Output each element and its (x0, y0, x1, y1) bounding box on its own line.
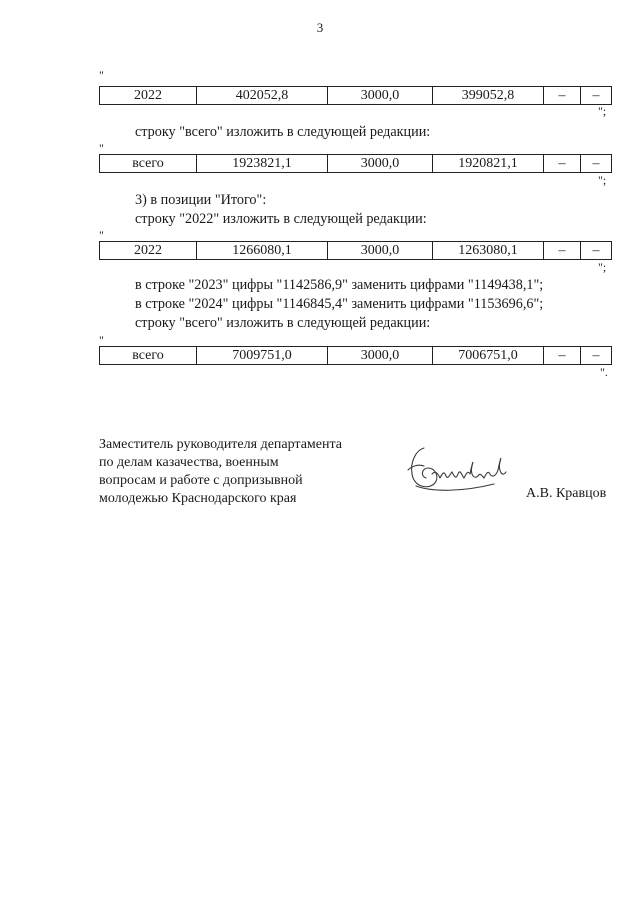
cell-year: 2022 (100, 87, 197, 105)
open-quote: " (99, 141, 104, 155)
cell-total: 1266080,1 (197, 242, 328, 260)
cell-label: всего (100, 347, 197, 365)
cell-amount-2: 1263080,1 (433, 242, 544, 260)
table-row-2022-first (99, 86, 612, 105)
paragraph: 3) в позиции "Итого": (135, 192, 267, 208)
paragraph: строку "2022" изложить в следующей редакции: (135, 211, 427, 227)
close-quote: "; (598, 104, 607, 118)
open-quote: " (99, 228, 104, 242)
cell-dash: – (581, 347, 612, 365)
cell-dash: – (544, 87, 581, 105)
table-row-2022-second (99, 241, 612, 260)
cell-total: 7009751,0 (197, 347, 328, 365)
cell-year: 2022 (100, 242, 197, 260)
paragraph: строку "всего" изложить в следующей редакции: (135, 315, 431, 331)
cell-total: 402052,8 (197, 87, 328, 105)
cell-dash: – (544, 242, 581, 260)
cell-label: всего (100, 155, 197, 173)
close-quote: "; (598, 260, 607, 274)
page-number: 3 (316, 20, 324, 35)
cell-amount-2: 7006751,0 (433, 347, 544, 365)
cell-amount: 3000,0 (328, 155, 433, 173)
open-quote: " (99, 333, 104, 347)
open-quote: " (99, 68, 104, 82)
signatory-name: А.В. Кравцов (526, 486, 607, 501)
cell-amount: 3000,0 (328, 242, 433, 260)
cell-amount-2: 399052,8 (433, 87, 544, 105)
cell-dash: – (544, 155, 581, 173)
cell-dash: – (544, 347, 581, 365)
signatory-title-line: Заместитель руководителя департамента (99, 437, 342, 452)
cell-total: 1923821,1 (197, 155, 328, 173)
signatory-title-line: вопросам и работе с допризывной (99, 473, 303, 488)
signatory-title-line: молодежью Краснодарского края (99, 491, 297, 506)
cell-amount-2: 1920821,1 (433, 155, 544, 173)
cell-amount: 3000,0 (328, 87, 433, 105)
paragraph: строку "всего" изложить в следующей редакции: (135, 124, 431, 140)
signatory-title (99, 436, 342, 508)
cell-amount: 3000,0 (328, 347, 433, 365)
cell-dash: – (581, 155, 612, 173)
table-row-vsego-second (99, 346, 612, 365)
close-quote: "; (598, 173, 607, 187)
handwritten-signature (402, 440, 512, 496)
paragraph: в строке "2023" цифры "1142586,9" заменить цифрами "1149438,1"; (135, 277, 544, 293)
cell-dash: – (581, 242, 612, 260)
cell-dash: – (581, 87, 612, 105)
table-row-vsego-first (99, 154, 612, 173)
signatory-title-line: по делам казачества, военным (99, 455, 279, 470)
paragraph: в строке "2024" цифры "1146845,4" заменить цифрами "1153696,6"; (135, 296, 544, 312)
close-quote-final: ". (600, 365, 608, 379)
